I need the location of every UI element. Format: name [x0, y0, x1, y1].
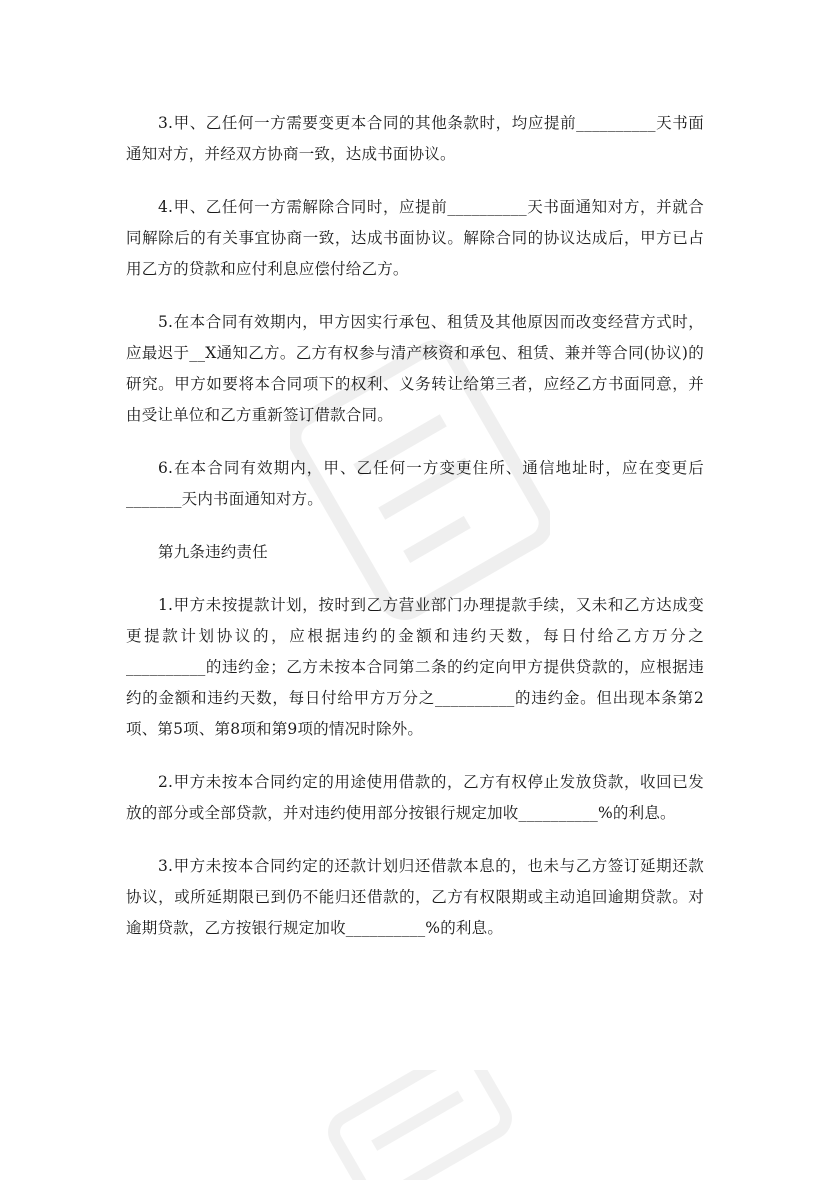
section-heading: 第九条违约责任: [158, 543, 268, 561]
breach-clause-3: 3.甲方未按本合同约定的还款计划归还借款本息的，也未与乙方签订延期还款协议，或所延期限已到仍不能归还借款的，乙方有权限期或主动追回逾期贷款。对逾期贷款，乙方按银行规定加收__________%的利息。: [126, 857, 704, 937]
watermark-logo-icon-bottom: [300, 1070, 540, 1180]
clause-6: 6.在本合同有效期内，甲、乙任何一方变更住所、通信地址时，应在变更后_______天内书面通知对方。: [126, 459, 704, 508]
clause-3: 3.甲、乙任何一方需要变更本合同的其他条款时，均应提前__________天书面通知对方，并经双方协商一致，达成书面协议。: [126, 114, 704, 163]
clause-4: 4.甲、乙任何一方需解除合同时，应提前__________天书面通知对方，并就合同解除后的有关事宜协商一致，达成书面协议。解除合同的协议达成后，甲方已占用乙方的贷款和应付利息应偿付给乙方。: [126, 198, 704, 278]
breach-clause-1: 1.甲方未按提款计划，按时到乙方营业部门办理提款手续，又未和乙方达成变更提款计划协议的，应根据违约的金额和违约天数，每日付给乙方万分之__________的违约金；乙方未按本合同第二条的约定向甲方提供贷款的，应根据违约的金额和违约天数，每日付给甲方万分之__________的违约金。但出现本条第2项、第5项、第8项和第9项的情况时除外。: [126, 596, 704, 738]
document-body: [126, 108, 704, 966]
breach-clause-2: 2.甲方未按本合同约定的用途使用借款的，乙方有权停止发放贷款，收回已发放的部分或全部贷款，并对违约使用部分按银行规定加收__________%的利息。: [126, 773, 704, 822]
clause-5: 5.在本合同有效期内，甲方因实行承包、租赁及其他原因而改变经营方式时，应最迟于__X通知乙方。乙方有权参与清产核资和承包、租赁、兼并等合同(协议)的研究。甲方如要将本合同项下的权利、义务转让给第三者，应经乙方书面同意，并由受让单位和乙方重新签订借款合同。: [126, 313, 704, 424]
